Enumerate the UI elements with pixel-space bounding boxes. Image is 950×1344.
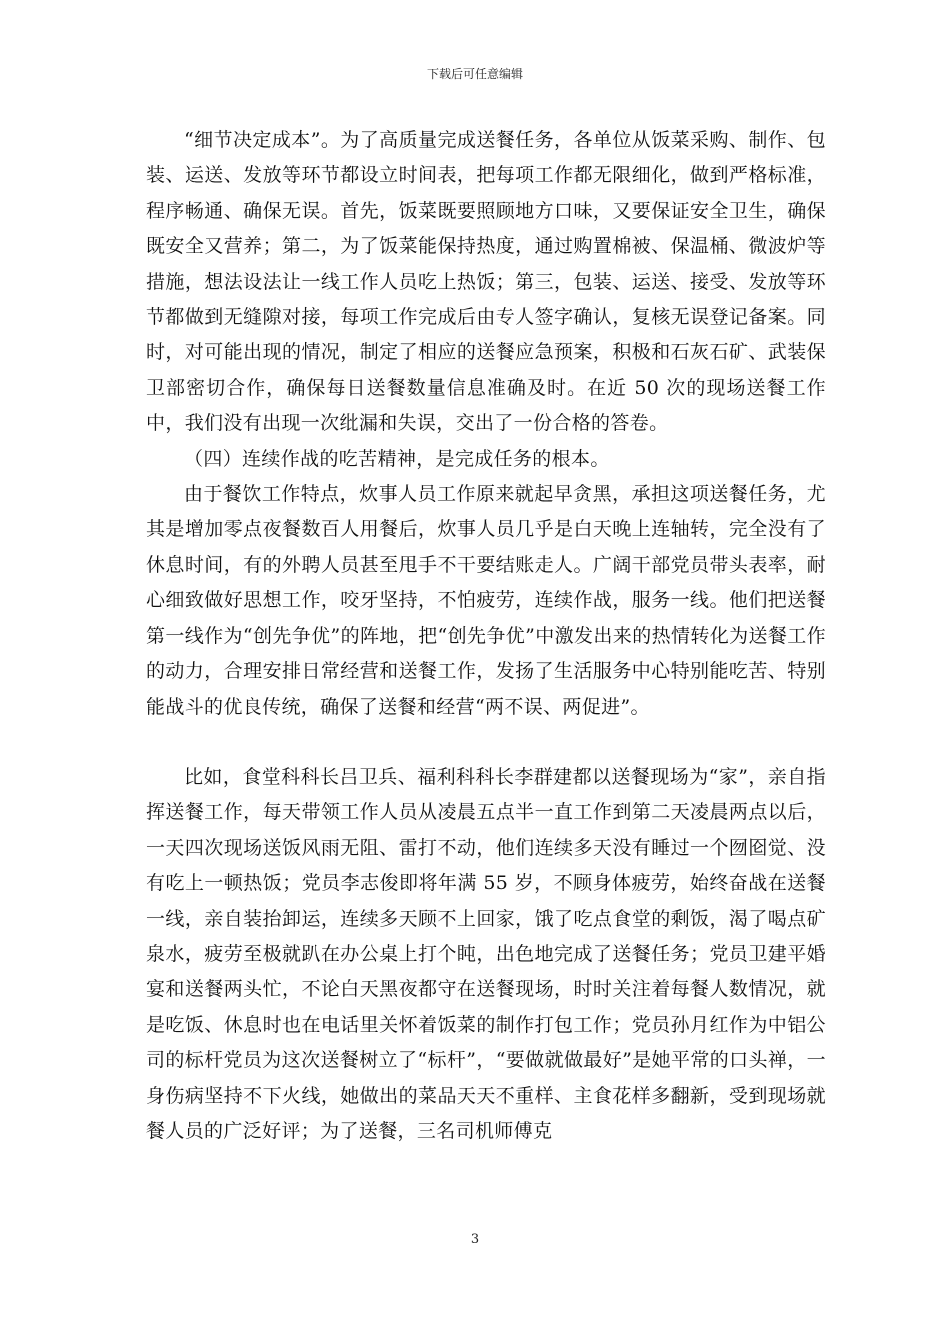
paragraph-continuous-work: 由于餐饮工作特点，炊事人员工作原来就起早贪黑，承担这项送餐任务，尤其是增加零点夜餐数百人用餐后，炊事人员几乎是白天晚上连轴转，完全没有了休息时间，有的外聘人员甚至甩手不干要结账走人。广阔干部党员带头表率，耐心细致做好思想工作，咬牙坚持，不怕疲劳，连续作战，服务一线。他们把送餐第一线作为“创先争优”的阵地，把“创先争优”中激发出来的热情转化为送餐工作的动力，合理安排日常经营和送餐工作，发扬了生活服务中心特别能吃苦、特别能战斗的优良传统，确保了送餐和经营“两不误、两促进”。 bbox=[146, 483, 826, 718]
paragraph-examples: 比如，食堂科科长吕卫兵、福利科科长李群建都以送餐现场为“家”，亲自指挥送餐工作，每天带领工作人员从凌晨五点半一直工作到第二天凌晨两点以后，一天四次现场送饭风雨无阻、雷打不动，他们连续多天没有睡过一个囫囵觉、没有吃上一顿热饭；党员李志俊即将年满 55 岁，不顾身体疲劳，始终奋战在送餐一线，亲自装抬卸运，连续多天顾不上回家，饿了吃点食堂的剩饭，渴了喝点矿泉水，疲劳至极就趴在办公桌上打个盹，出色地完成了送餐任务；党员卫建平婚宴和送餐两头忙，不论白天黑夜都守在送餐现场，时时关注着每餐人数情况，就是吃饭、休息时也在电话里关怀着饭菜的制作打包工作；党员孙月红作为中铝公司的标杆党员为这次送餐树立了“标杆”，“要做就做最好”是她平常的口头禅，一身伤病坚持不下火线，她做出的菜品天天不重样、主食花样多翻新，受到现场就餐人员的广泛好评；为了送餐，三名司机师傅克 bbox=[146, 765, 826, 1142]
document-body bbox=[146, 123, 826, 1149]
page-header-note: 下载后可任意编辑 bbox=[426, 67, 523, 81]
section-heading-four: （四）连续作战的吃苦精神，是完成任务的根本。 bbox=[184, 447, 610, 470]
page-number: 3 bbox=[470, 1232, 480, 1247]
paragraph-detail-cost: “细节决定成本”。为了高质量完成送餐任务，各单位从饭菜采购、制作、包装、运送、发放等环节都设立时间表，把每项工作都无限细化，做到严格标准，程序畅通、确保无误。首先，饭菜既要照顾地方口味，又要保证安全卫生，确保既安全又营养；第二，为了饭菜能保持热度，通过购置棉被、保温桶、微波炉等措施，想法设法让一线工作人员吃上热饭；第三，包装、运送、接受、发放等环节都做到无缝隙对接，每项工作完成后由专人签字确认，复核无误登记备案。同时，对可能出现的情况，制定了相应的送餐应急预案，积极和石灰石矿、武装保卫部密切合作，确保每日送餐数量信息准确及时。在近 50 次的现场送餐工作中，我们没有出现一次纰漏和失误，交出了一份合格的答卷。 bbox=[146, 129, 826, 435]
